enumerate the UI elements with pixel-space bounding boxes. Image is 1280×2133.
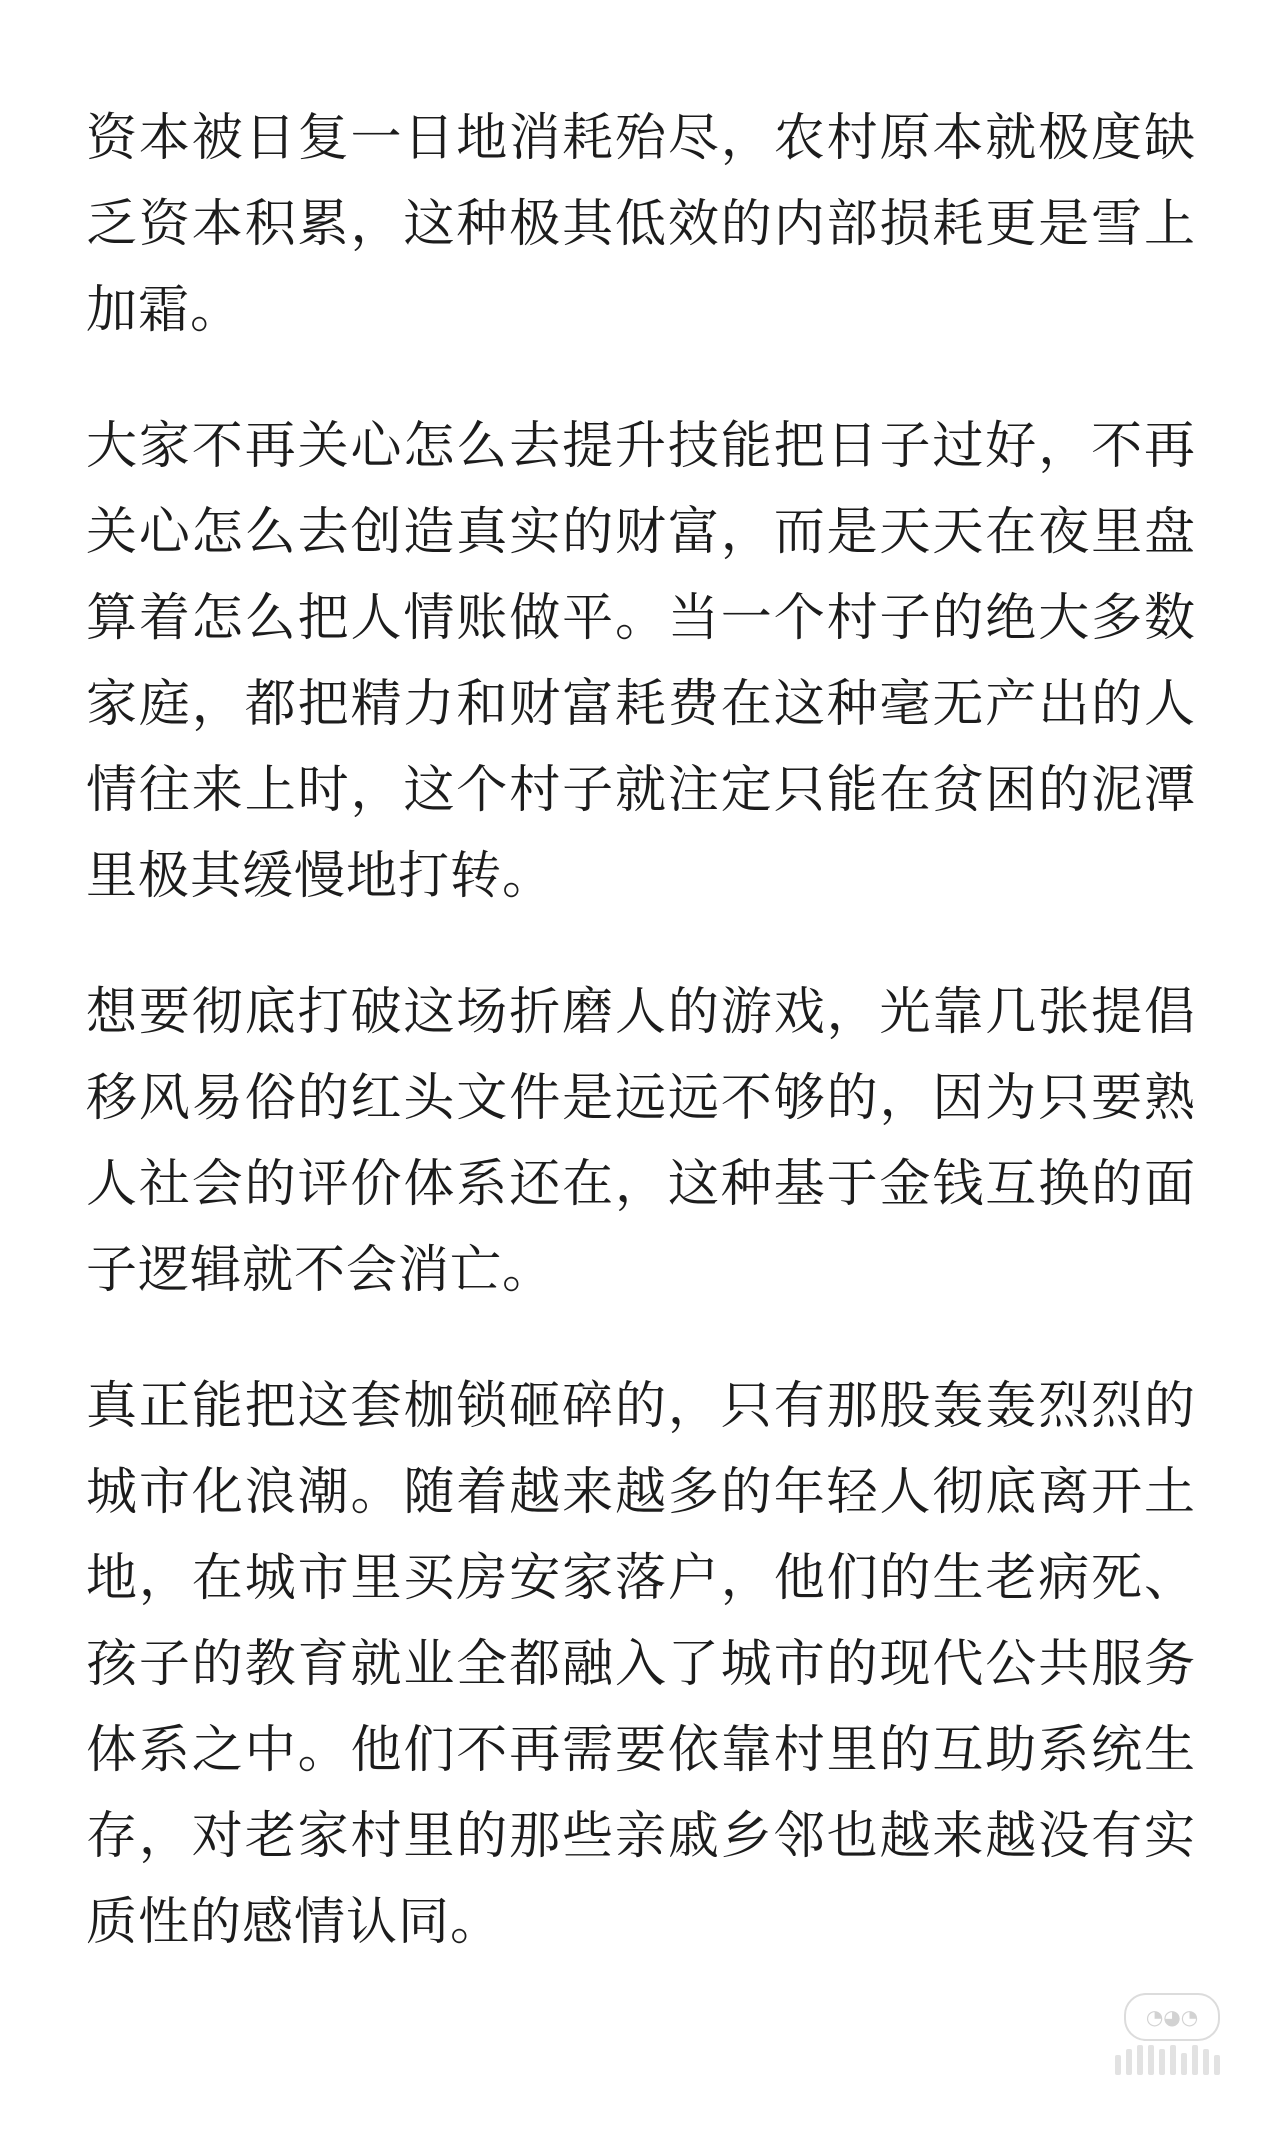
paragraph-4: 真正能把这套枷锁砸碎的，只有那股轰轰烈烈的城市化浪潮。随着越来越多的年轻人彻底离开土地，在城市里买房安家落户，他们的生老病死、孩子的教育就业全都融入了城市的现代公共服务体系之中。他们不再需要依靠村里的互助系统生存，对老家村里的那些亲戚乡邻也越来越没有实质性的感情认同。 <box>86 1377 1196 1952</box>
article-body <box>86 96 1196 2016</box>
watermark-logo-icon: ◔◕◔ <box>1124 1993 1220 2041</box>
watermark <box>1115 1993 1220 2075</box>
paragraph-3: 想要彻底打破这场折磨人的游戏，光靠几张提倡移风易俗的红头文件是远远不够的，因为只要熟人社会的评价体系还在，这种基于金钱互换的面子逻辑就不会消亡。 <box>86 983 1196 1300</box>
paragraph-1: 资本被日复一日地消耗殆尽，农村原本就极度缺乏资本积累，这种极其低效的内部损耗更是雪上加霜。 <box>86 109 1196 340</box>
watermark-bars-icon <box>1115 2045 1220 2075</box>
paragraph-2: 大家不再关心怎么去提升技能把日子过好，不再关心怎么去创造真实的财富，而是天天在夜里盘算着怎么把人情账做平。当一个村子的绝大多数家庭，都把精力和财富耗费在这种毫无产出的人情往来上时，这个村子就注定只能在贫困的泥潭里极其缓慢地打转。 <box>86 417 1196 906</box>
